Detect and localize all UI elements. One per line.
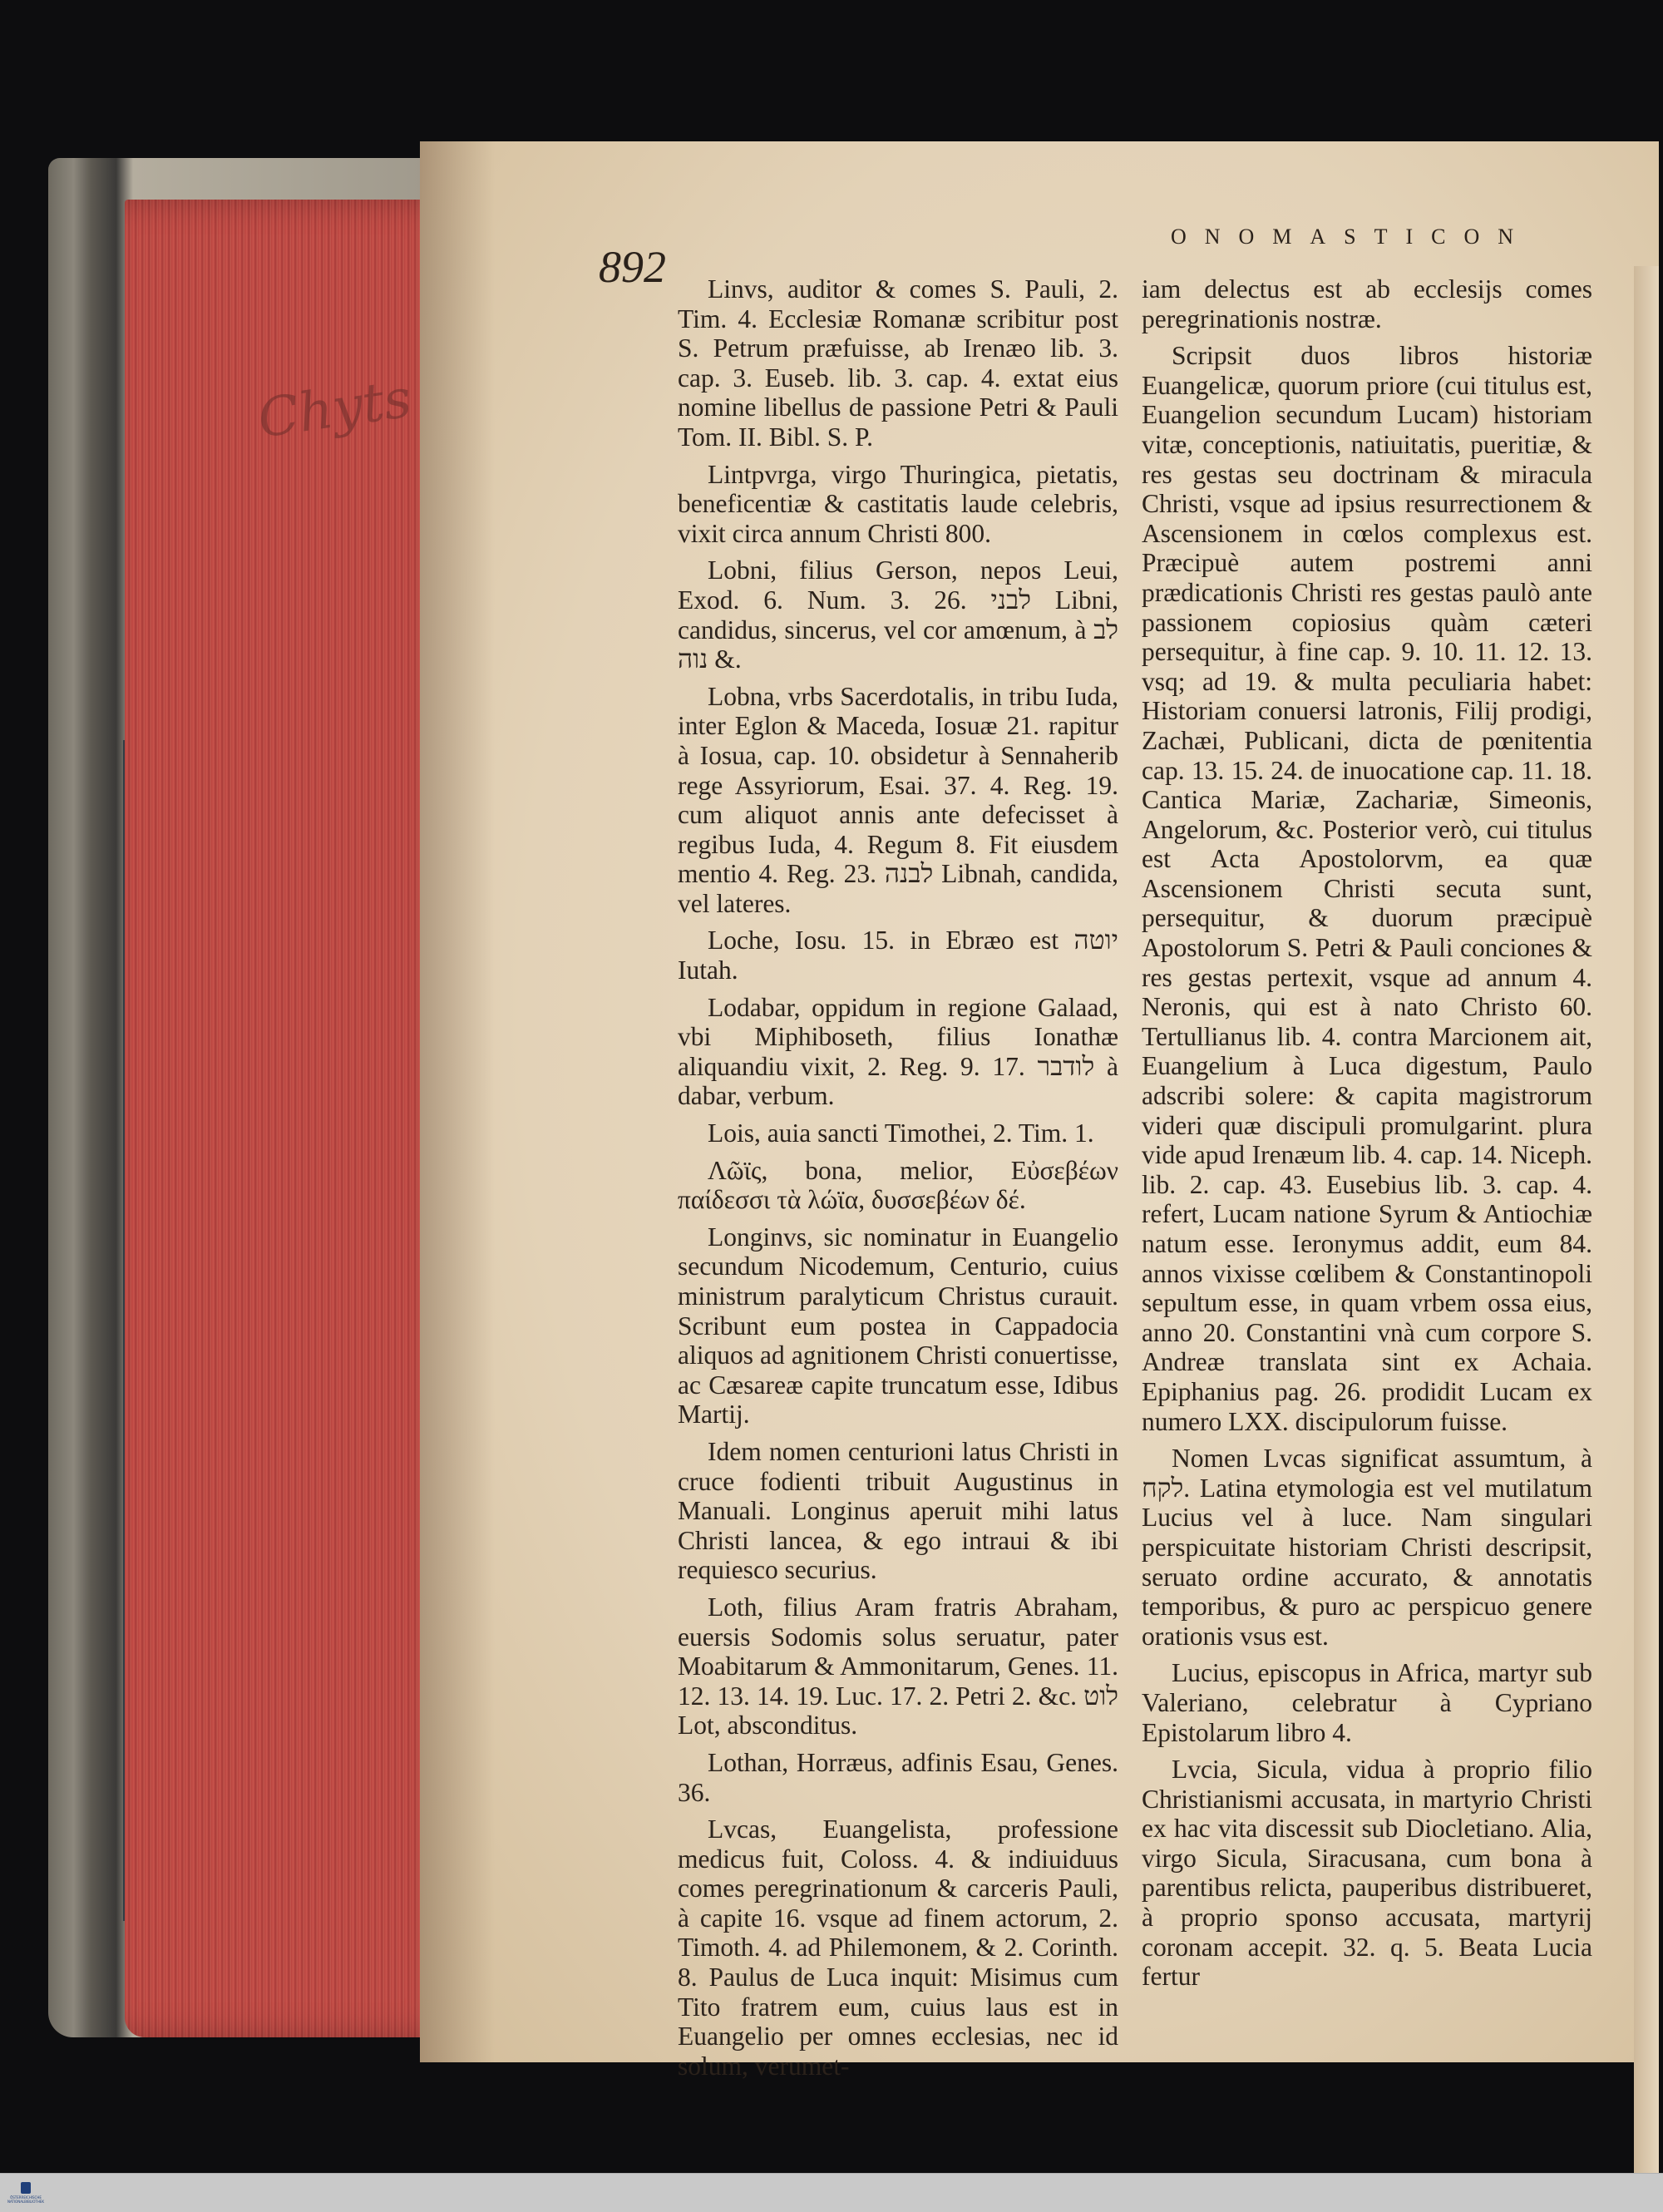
- entry-lois-greek: Λῶϊς, bona, melior, Εὐσεβέων παίδεσσι τὰ λώϊα, δυσσεβέων δέ.: [678, 1155, 1118, 1215]
- entry-linus: Linvs, auditor & comes S. Pauli, 2. Tim. 4. Ecclesiæ Romanæ scribitur post S. Petrum præfuisse, ab Irenæo lib. 3. cap. 3. Euseb. lib. 3. cap. 4. extat eius nomine libellus de passione Petri & Pauli Tom. II. Bibl. S. P.: [678, 274, 1118, 452]
- entry-lucia: Lvcia, Sicula, vidua à proprio filio Christianismi accusata, in martyrio Christi ex hac vita discessit sub Diocletiano. Alia, virgo Sicula, Siracusana, cum bona à parentibus relicta, pauperibus distribueret, à proprio sponso accusata, martyrij coronam accepit. 32. q. 5. Beata Lucia fertur: [1142, 1755, 1592, 1992]
- entry-lucas-continued: iam delectus est ab ecclesijs comes peregrinationis nostræ.: [1142, 274, 1592, 333]
- entry-lintpurga: Lintpvrga, virgo Thuringica, pietatis, beneficentiæ & castitatis laude celebris, vixit circa annum Christi 800.: [678, 459, 1118, 548]
- entry-lois: Lois, auia sancti Timothei, 2. Tim. 1.: [708, 1118, 1094, 1148]
- entry-lobni: Lobni, filius Gerson, nepos Leui, Exod. 6. Num. 3. 26. לבני Libni, candidus, sincerus, vel cor amœnum, à לב & נוה.: [678, 555, 1118, 674]
- entry-lothan: Lothan, Horræus, adfinis Esau, Genes. 36.: [678, 1747, 1118, 1807]
- library-logo-icon[interactable]: ÖSTERREICHISCHE NATIONALBIBLIOTHEK: [12, 2179, 40, 2207]
- viewer-footer-bar: [0, 2173, 1663, 2212]
- entry-longinus: Longinvs, sic nominatur in Euangelio secundum Nicodemum, Centurio, cuius ministrum paralyticum Christus curauit. Scribunt eum postea in Cappadocia aliquos ad agnitionem Christi conuertisse, ac Cæsareæ capite truncatum esse, Idibus Martij.: [678, 1222, 1118, 1429]
- entry-longinus-continued: Idem nomen centurioni latus Christi in cruce fodienti tribuit Augustinus in Manuali. Longinus aperuit mihi latus Christi lancea, & ego intraui & ibi requiesco securius.: [678, 1436, 1118, 1585]
- entry-lodabar: Lodabar, oppidum in regione Galaad, vbi Miphiboseth, filius Ionathæ aliquandiu vixit, 2. Reg. 9. 17. לודבר à dabar, verbum.: [678, 992, 1118, 1111]
- entry-lucas-name: Nomen Lvcas significat assumtum, à לקח. Latina etymologia est vel mutilatum Lucius vel à luce. Nam singulari perspicuitate historiam Christi descripsit, seruato ordine accurato, & annotatis temporibus, & puro ac perspicuo genere orationis vsus est.: [1142, 1444, 1592, 1651]
- facing-page-edge: [1634, 266, 1659, 2195]
- right-column: [1142, 274, 1592, 1999]
- entry-loche: Loche, Iosu. 15. in Ebræo est יוטה Iutah.: [678, 926, 1118, 985]
- page-number: 892: [599, 242, 666, 292]
- entry-lucius: Lucius, episcopus in Africa, martyr sub Valeriano, celebratur à Cypriano Epistolarum libro 4.: [1142, 1658, 1592, 1747]
- book-page: [420, 141, 1659, 2081]
- entry-lucas-books: Scripsit duos libros historiæ Euangelicæ, quorum priore (cui titulus est, Euangelion secundum Lucam) historiam vitæ, conceptionis, natiuitatis, pueritiæ, & res gestas seu doctrinam & miracula Christi, vsque ad ipsius resurrectionem & Ascensionem in cœlos complexus est. Præcipuè autem postremi anni prædicationis Christi res gestas paulò ante passionem copiosius quàm cæteri persequitur, à fine cap. 9. 10. 11. 12. 13. vsq; ad 19. & multa peculiaria habet: Historiam conuersi latronis, Filij prodigi, Zachæi, Publicani, dicta de pœnitentia cap. 13. 15. 24. de inuocatione cap. 11. 18. Cantica Mariæ, Zachariæ, Simeonis, Angelorum, &c. Posterior verò, cui titulus est Acta Apostolorvm, ea quæ Ascensionem Christi secuta sunt, persequitur, & duorum præcipuè Apostolorum S. Petri & Pauli conciones & res gestas pertexit, vsque ad annum 4. Neronis, qui est à nato Christo 60. Tertullianus lib. 4. contra Marcionem ait, Euangelium à Luca digestum, Paulo adscribi solere: & capita magistrorum videri quæ discipuli promulgarint. plura vide apud Irenæum lib. 4. cap. 14. Niceph. lib. 2. cap. 43. Eusebius lib. 3. cap. 4. refert, Lucam natione Syrum & Antiochiæ natum esse. Ieronymus addit, eum 84. annos vixisse cœlibem & Constantinopoli sepultum esse, in quam vrbem ossa eius, anno 20. Constantini vnà cum corpore S. Andreæ translata sint ex Achaia. Epiphanius pag. 26. prodidit Lucam ex numero LXX. discipulorum fuisse.: [1142, 341, 1592, 1436]
- left-column: [678, 274, 1118, 2088]
- red-page-edges: [125, 200, 466, 2037]
- entry-lucas: Lvcas, Euangelista, professione medicus fuit, Coloss. 4. & indiuiduus comes peregrinationum & carceris Pauli, à capite 16. vsque ad finem actorum, 2. Timoth. 4. ad Philemonem, & 2. Corinth. 8. Paulus de Luca inquit: Misimus cum Tito fratrem eum, cuius laus est in Euangelio per omnes ecclesias, nec id solum, verumet-: [678, 1815, 1118, 2081]
- entry-loth: Loth, filius Aram fratris Abraham, euersis Sodomis solus seruatur, pater Moabitarum & Ammonitarum, Genes. 11. 12. 13. 14. 19. Luc. 17. 2. Petri 2. &c. לוט Lot, absconditus.: [678, 1592, 1118, 1740]
- handwritten-margin-note: Chyts: [254, 368, 416, 451]
- running-head: ONOMASTICON: [1170, 225, 1532, 249]
- entry-lobna: Lobna, vrbs Sacerdotalis, in tribu Iuda, inter Eglon & Maceda, Iosuæ 21. rapitur à Iosua, cap. 10. obsidetur à Sennaherib rege Assyriorum, Esai. 37. 4. Reg. 19. cum aliquot annis ante defecisset à regibus Iuda, 4. Regum 8. Fit eiusdem mentio 4. Reg. 23. לבנה Libnah, candida, vel lateres.: [678, 681, 1119, 918]
